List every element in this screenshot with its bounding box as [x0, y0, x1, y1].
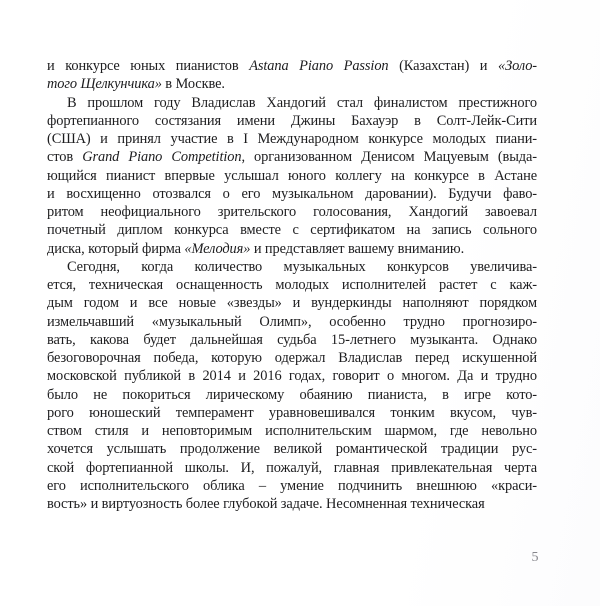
text-line [47, 203, 537, 221]
regular-text: стов [47, 149, 83, 166]
regular-text: ющийся пианист впервые услышал юного коллегу на конкурсе в Астане [47, 167, 537, 184]
paragraph [47, 258, 537, 514]
text-line [47, 75, 537, 93]
text-line [47, 294, 537, 312]
regular-text: фортепианного состязания имени Джины Бахауэр в Солт-Лейк-Сити [47, 112, 537, 129]
italic-text: Grand Piano Competition [82, 149, 242, 166]
text-block [47, 57, 537, 513]
text-line [47, 386, 537, 404]
italic-text: «Золо- [498, 58, 537, 74]
regular-text: ется, техническая оснащенность молодых исполнителей растет с каж- [47, 277, 537, 293]
text-line [47, 94, 537, 112]
text-line [47, 477, 537, 495]
text-line [47, 440, 537, 458]
text-line [47, 313, 537, 331]
text-line [47, 459, 537, 477]
text-line [47, 495, 537, 513]
page-number: 5 [531, 550, 539, 565]
text-line [47, 148, 537, 166]
regular-text: было не покориться лирическому обаянию пианиста, в игре кото- [47, 386, 537, 403]
text-line [47, 185, 537, 203]
text-line [47, 331, 537, 349]
regular-text: ской фортепианной школы. И, пожалуй, главная привлекательная черта [47, 459, 537, 476]
regular-text: , организованном Денисом Мацуевым (выда- [241, 149, 537, 166]
text-line [47, 221, 537, 239]
paragraph [47, 57, 537, 94]
italic-text: того Щелкунчика» [47, 76, 162, 93]
regular-text: Сегодня, когда количество музыкальных конкурсов увеличива- [67, 258, 537, 275]
regular-text: вать, какова будет дальнейшая судьба 15-летнего музыканта. Однако [47, 331, 537, 348]
text-line [47, 367, 537, 385]
regular-text: В прошлом году Владислав Хандогий стал финалистом престижного [67, 94, 537, 111]
regular-text: почетный диплом конкурса вместе с сертификатом на запись сольного [47, 222, 537, 239]
text-line [47, 404, 537, 422]
regular-text: дым годом и все новые «звезды» и вундеркинды наполняют порядком [47, 295, 537, 312]
regular-text: вость» и виртуозность более глубокой задаче. Несомненная техническая [47, 496, 485, 512]
text-line [47, 422, 537, 440]
regular-text: ством стиля и неповторимым исполнительским шармом, где невольно [47, 423, 537, 439]
text-line [47, 240, 537, 258]
italic-text: «Мелодия» [184, 240, 251, 257]
regular-text: и представляет вашему вниманию. [250, 240, 465, 257]
regular-text: хочется услышать продолжение великой романтической традиции рус- [47, 441, 537, 458]
regular-text: в Москве. [161, 76, 225, 93]
regular-text: (Казахстан) и [388, 58, 498, 74]
regular-text: его исполнительского облика – умение подчинить внешнюю «краси- [47, 477, 537, 494]
regular-text: ритом неофициального зрительского голосования, Хандогий завоевал [47, 204, 537, 220]
italic-text: Astana Piano Passion [249, 58, 389, 74]
regular-text: и восхищенно отозвался о его музыкальном даровании). Будучи фаво- [47, 185, 537, 202]
text-line [47, 112, 537, 130]
text-line [47, 57, 537, 75]
regular-text: и конкурсе юных пианистов [47, 58, 250, 74]
regular-text: московской публикой в 2014 и 2016 годах, говорит о многом. Да и трудно [47, 368, 537, 385]
text-line [47, 130, 537, 148]
text-line [47, 276, 537, 294]
text-line [47, 167, 537, 185]
regular-text: рого юношеский темперамент уравновешивался тонким вкусом, чув- [47, 404, 537, 421]
text-line [47, 258, 537, 276]
text-line [47, 349, 537, 367]
regular-text: измельчавший «музыкальный Олимп», особенно трудно прогнозиро- [47, 313, 537, 330]
regular-text: (США) и принял участие в I Международном конкурсе молодых пиани- [47, 131, 537, 147]
regular-text: диска, который фирма [47, 240, 185, 257]
regular-text: безоговорочная победа, которую одержал Владислав перед искушенной [47, 350, 537, 366]
paragraph [47, 94, 537, 258]
